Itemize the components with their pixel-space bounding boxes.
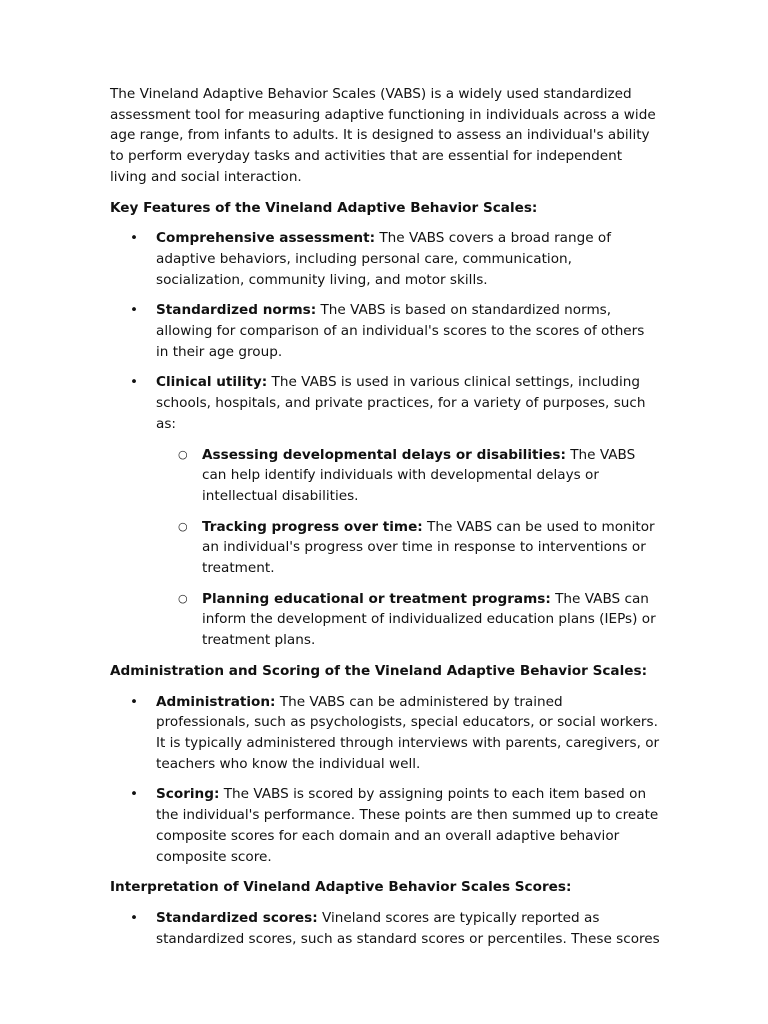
sub-list-item	[110, 445, 660, 507]
item-term: Standardized scores:	[156, 909, 318, 926]
bullet-icon: •	[130, 374, 139, 391]
item-text: The VABS can help identify individuals with developmental delays or intellectual disabilities.	[202, 446, 636, 504]
item-term: Comprehensive assessment:	[156, 230, 376, 247]
bullet-icon: •	[130, 786, 139, 803]
section-heading-interpretation: Interpretation of Vineland Adaptive Behavior Scales Scores:	[110, 879, 572, 896]
item-text: Vineland scores are typically reported as standardized scores, such as standard scores or percentiles. These scores	[156, 909, 660, 947]
item-text: The VABS is used in various clinical settings, including schools, hospitals, and private practices, for a variety of purposes, such as:	[156, 374, 646, 432]
hollow-bullet-icon: ○	[178, 591, 188, 605]
item-term: Assessing developmental delays or disabilities:	[202, 446, 566, 463]
administration-list	[110, 692, 660, 868]
document-body	[110, 84, 660, 959]
list-item	[110, 784, 660, 867]
list-item	[110, 908, 660, 949]
bullet-icon: •	[130, 302, 139, 319]
item-term: Administration:	[156, 693, 276, 710]
item-text: The VABS can be used to monitor an individual's progress over time in response to interventions or treatment.	[202, 518, 655, 577]
item-text: The VABS can inform the development of individualized education plans (IEPs) or treatment plans.	[202, 590, 656, 649]
list-item	[110, 300, 660, 362]
item-text: The VABS is scored by assigning points to each item based on the individual's performance. These points are then summed up to create composite scores for each domain and an overall adaptive behavior composite score.	[156, 786, 659, 865]
intro-paragraph: The Vineland Adaptive Behavior Scales (VABS) is a widely used standardized assessment tool for measuring adaptive functioning in individuals across a wide age range, from infants to adults. It is designed to assess an individual's ability to perform everyday tasks and activities that are essential for independent living and social interaction.	[110, 86, 656, 185]
bullet-icon: •	[130, 909, 139, 926]
item-text: The VABS can be administered by trained professionals, such as psychologists, special educators, or social workers. It is typically administered through interviews with parents, caregivers, or teachers who know the individual well.	[156, 693, 660, 772]
interpretation-list	[110, 908, 660, 949]
clinical-utility-sublist	[110, 445, 660, 651]
sub-list-item	[110, 517, 660, 579]
item-term: Tracking progress over time:	[202, 518, 423, 535]
hollow-bullet-icon: ○	[178, 447, 188, 461]
section-heading-administration: Administration and Scoring of the Vineland Adaptive Behavior Scales:	[110, 662, 647, 679]
bullet-icon: •	[130, 693, 139, 710]
list-item	[110, 372, 660, 650]
list-item	[110, 228, 660, 290]
hollow-bullet-icon: ○	[178, 519, 188, 533]
item-term: Clinical utility:	[156, 374, 268, 391]
item-text: The VABS covers a broad range of adaptive behaviors, including personal care, communication, socialization, community living, and motor skills.	[156, 230, 612, 288]
item-term: Scoring:	[156, 786, 220, 803]
bullet-icon: •	[130, 230, 139, 247]
item-term: Standardized norms:	[156, 302, 317, 319]
key-features-list	[110, 228, 660, 651]
sub-list-item	[110, 589, 660, 651]
item-text: The VABS is based on standardized norms, allowing for comparison of an individual's scores to the scores of others in their age group.	[156, 302, 645, 360]
list-item	[110, 692, 660, 775]
item-term: Planning educational or treatment programs:	[202, 590, 551, 607]
section-heading-key-features: Key Features of the Vineland Adaptive Behavior Scales:	[110, 199, 538, 216]
